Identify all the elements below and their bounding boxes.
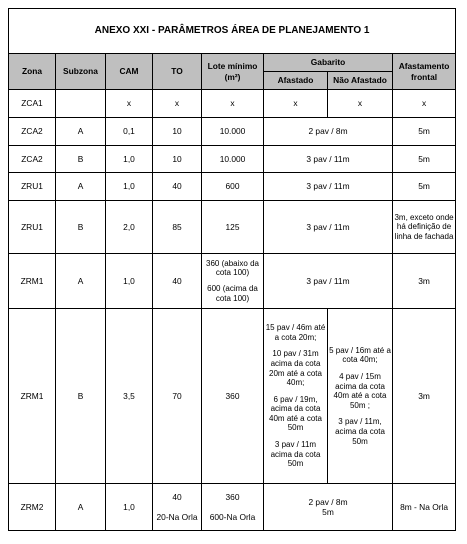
cell-afastamento: 8m - Na Orla [393,484,456,531]
table-row [9,118,456,146]
cell-lote: x [202,90,264,118]
cell-lote: 10.000 [202,118,264,146]
header-afastado: Afastado [264,72,328,90]
cell-zona: ZCA2 [9,118,56,146]
cell-cam: x [106,90,153,118]
cell-nao-afastado: x [328,90,393,118]
cell-gabarito: 2 pav / 8m [264,118,393,146]
cell-zona: ZRM1 [9,309,56,484]
gabarito-line: 5m [322,507,334,517]
title-row [9,9,456,54]
header-gabarito: Gabarito [264,54,393,72]
cell-gabarito: 3 pav / 11m [264,173,393,201]
header-row-1 [9,54,456,72]
cell-lote: 360 [202,309,264,484]
cell-gabarito [264,484,393,531]
cell-afastado [264,309,328,484]
cell-to: 40 [153,173,202,201]
cell-cam: 1,0 [106,173,153,201]
cell-afastamento: 3m [393,309,456,484]
gabarito-line: 2 pav / 8m [308,496,348,507]
cell-subzona: B [56,146,106,173]
cell-cam: 3,5 [106,309,153,484]
cell-lote: 600 [202,173,264,201]
to-line: 20-Na Orla [156,511,198,522]
cell-afastamento: 3m [393,254,456,309]
cell-afastamento: 5m [393,146,456,173]
header-subzona: Subzona [56,54,106,90]
gabarito-line: 5 pav / 16m até a cota 40m; [329,345,391,365]
table-title: ANEXO XXI - PARÂMETROS ÁREA DE PLANEJAMENTO 1 [9,9,456,54]
cell-subzona: A [56,484,106,531]
cell-lote [202,484,264,531]
cell-to: 40 [153,254,202,309]
gabarito-line: 3 pav / 11m, acima da cota 50m [335,417,385,446]
gabarito-line: 6 pav / 19m, acima da cota 40m até a cota 50m [269,394,322,433]
table-row [9,484,456,531]
cell-cam: 0,1 [106,118,153,146]
cell-to: 70 [153,309,202,484]
cell-afastado: x [264,90,328,118]
lote-line: 360 [225,492,240,502]
table-row [9,90,456,118]
table-row [9,201,456,254]
lote-line: 360 (abaixo da cota 100) [206,258,259,278]
cell-cam: 1,0 [106,254,153,309]
cell-zona: ZCA1 [9,90,56,118]
cell-gabarito: 3 pav / 11m [264,201,393,254]
cell-zona: ZRM1 [9,254,56,309]
cell-zona: ZRU1 [9,173,56,201]
cell-subzona: B [56,309,106,484]
cell-afastamento: 5m [393,118,456,146]
cell-cam: 1,0 [106,146,153,173]
document-page [8,8,456,531]
header-to: TO [153,54,202,90]
header-lote-minimo: Lote mínimo (m²) [202,54,264,90]
cell-afastamento: x [393,90,456,118]
cell-afastamento: 3m, exceto onde há definição de linha de fachada [393,201,456,254]
cell-to [153,484,202,531]
cell-zona: ZCA2 [9,146,56,173]
cell-subzona: A [56,254,106,309]
cell-zona: ZRU1 [9,201,56,254]
header-zona: Zona [9,54,56,90]
cell-lote: 10.000 [202,146,264,173]
cell-to: x [153,90,202,118]
table-row [9,146,456,173]
cell-cam: 2,0 [106,201,153,254]
cell-cam: 1,0 [106,484,153,531]
cell-subzona: B [56,201,106,254]
parameters-table [8,8,456,531]
gabarito-line: 4 pav / 15m acima da cota 40m até a cota 50m ; [333,372,387,410]
gabarito-line: 3 pav / 11m acima da cota 50m [270,440,321,469]
cell-to: 85 [153,201,202,254]
header-cam: CAM [106,54,153,90]
table-row [9,254,456,309]
cell-subzona: A [56,173,106,201]
cell-to: 10 [153,146,202,173]
header-nao-afastado: Não Afastado [328,72,393,90]
header-afastamento-frontal: Afastamento frontal [393,54,456,90]
table-row [9,173,456,201]
cell-to: 10 [153,118,202,146]
lote-line: 600 (acima da cota 100) [207,284,258,303]
cell-lote: 125 [202,201,264,254]
cell-nao-afastado [328,309,393,484]
cell-lote [202,254,264,309]
gabarito-line: 10 pav / 31m acima da cota 20m até a cota 40m; [269,349,322,388]
cell-subzona: A [56,118,106,146]
cell-afastamento: 5m [393,173,456,201]
cell-subzona [56,90,106,118]
cell-gabarito: 3 pav / 11m [264,254,393,309]
cell-gabarito: 3 pav / 11m [264,146,393,173]
to-line: 40 [172,492,182,502]
gabarito-line: 15 pav / 46m até a cota 20m; [265,323,326,342]
lote-line: 600-Na Orla [209,511,256,522]
cell-zona: ZRM2 [9,484,56,531]
table-row [9,309,456,484]
